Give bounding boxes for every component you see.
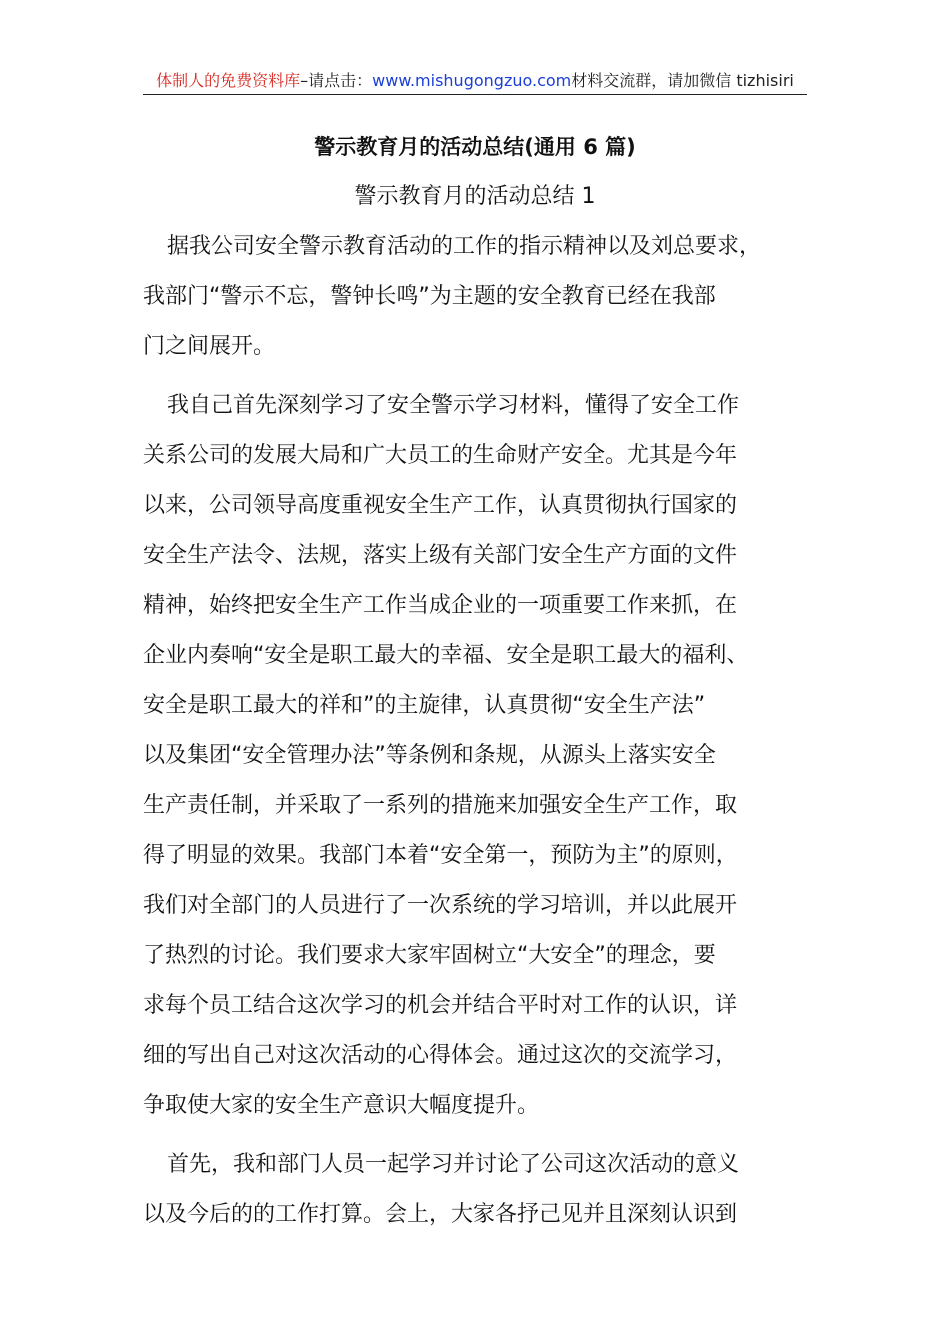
paragraph-line: 了热烈的讨论。我们要求大家牢固树立“大安全”的理念，要 — [143, 943, 716, 968]
paragraph-line: 得了明显的效果。我部门本着“安全第一，预防为主”的原则， — [143, 843, 738, 868]
paragraph-line: 以来，公司领导高度重视安全生产工作，认真贯彻执行国家的 — [143, 493, 738, 518]
paragraph-line: 我们对全部门的人员进行了一次系统的学习培训，并以此展开 — [143, 893, 738, 918]
paragraph-line: 细的写出自己对这次活动的心得体会。通过这次的交流学习， — [143, 1043, 738, 1068]
document-body — [143, 222, 807, 1249]
paragraph — [143, 222, 807, 372]
header-brand: 体制人的免费资料库 — [156, 71, 301, 90]
paragraph-line: 安全是职工最大的祥和”的主旋律，认真贯彻“安全生产法” — [143, 693, 706, 718]
paragraph-line: 精神，始终把安全生产工作当成企业的一项重要工作来抓，在 — [143, 593, 738, 618]
section-title: 警示教育月的活动总结 1 — [354, 184, 596, 209]
header-url-link[interactable]: www.mishugongzuo.com — [372, 71, 572, 90]
paragraph-line: 以及今后的的工作打算。会上，大家各抒己见并且深刻认识到 — [143, 1202, 738, 1227]
paragraph — [143, 1140, 807, 1240]
paragraph-line: 争取使大家的安全生产意识大幅度提升。 — [143, 1093, 540, 1118]
page-header — [143, 68, 807, 95]
paragraph — [143, 381, 807, 1131]
paragraph-line: 我部门“警示不忘，警钟长鸣”为主题的安全教育已经在我部 — [143, 284, 716, 309]
header-prompt: –请点击： — [300, 71, 373, 90]
paragraph-line: 首先，我和部门人员一起学习并讨论了公司这次活动的意义 — [167, 1152, 740, 1177]
paragraph-line: 据我公司安全警示教育活动的工作的指示精神以及刘总要求， — [167, 234, 762, 259]
document-title: 警示教育月的活动总结(通用 6 篇) — [314, 135, 636, 159]
paragraph-line: 求每个员工结合这次学习的机会并结合平时对工作的认识，详 — [143, 993, 738, 1018]
paragraph-line: 我自己首先深刻学习了安全警示学习材料，懂得了安全工作 — [167, 393, 740, 418]
header-contact: 材料交流群，请加微信 tizhisiri — [571, 71, 794, 90]
paragraph-line: 以及集团“安全管理办法”等条例和条规，从源头上落实安全 — [143, 743, 716, 768]
paragraph-line: 关系公司的发展大局和广大员工的生命财产安全。尤其是今年 — [143, 443, 738, 468]
paragraph-line: 安全生产法令、法规，落实上级有关部门安全生产方面的文件 — [143, 543, 738, 568]
paragraph-line: 企业内奏响“安全是职工最大的幸福、安全是职工最大的福利、 — [143, 643, 749, 668]
paragraph-line: 生产责任制，并采取了一系列的措施来加强安全生产工作，取 — [143, 793, 738, 818]
paragraph-line: 门之间展开。 — [143, 334, 276, 359]
